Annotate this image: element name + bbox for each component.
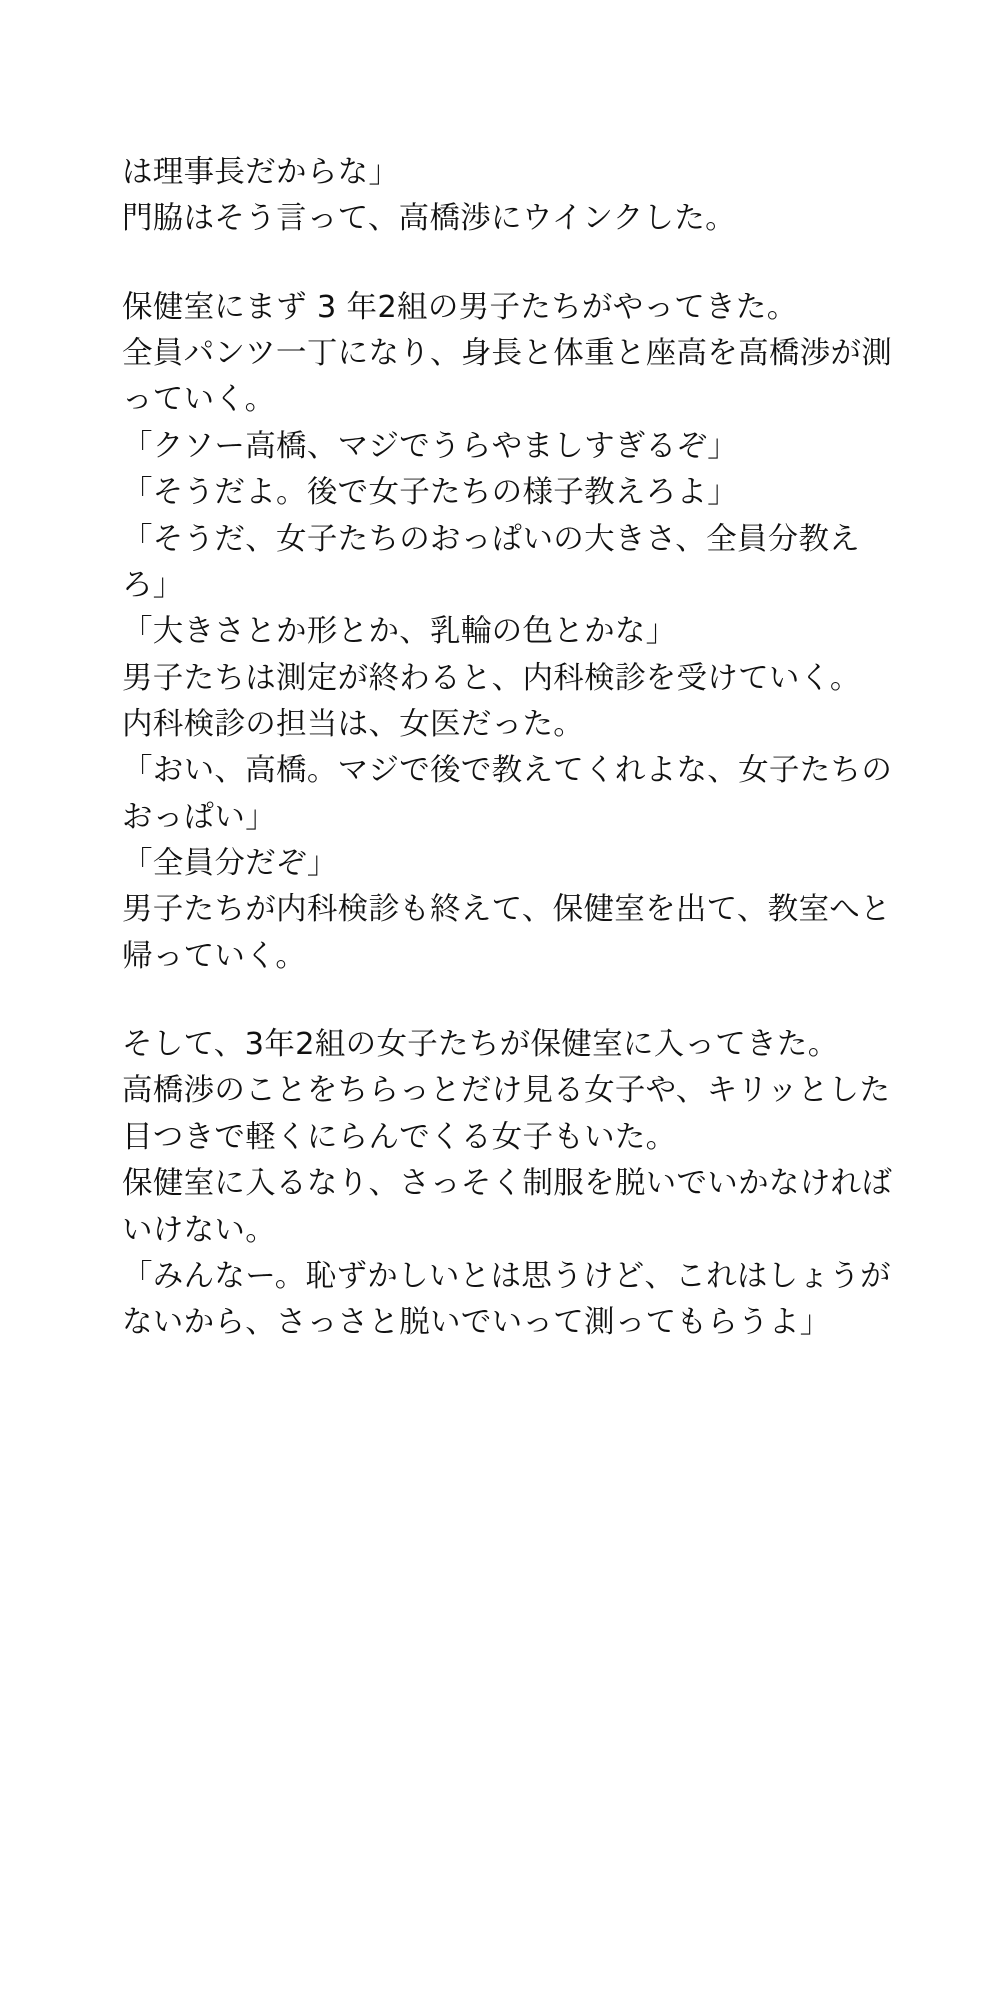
text-line: は理事長だからな」: [122, 155, 400, 190]
text-line: そして、3年2組の女子たちが保健室に入ってきた。: [122, 1027, 839, 1063]
text-line: 全員パンツ一丁になり、身長と体重と座高を高橋渉が測っていく。: [122, 336, 893, 418]
text-line: 保健室にまず 3 年2組の男子たちがやってきた。: [122, 289, 798, 325]
text-line: 「全員分だぞ」: [122, 846, 338, 882]
text-line: 男子たちは測定が終わると、内科検診を受けていく。: [122, 660, 861, 696]
document-body: [122, 150, 895, 1347]
paragraph-block-3: [122, 1022, 895, 1347]
paragraph-block-2: [122, 285, 895, 980]
text-line: 門脇はそう言って、高橋渉にウインクした。: [122, 201, 736, 237]
text-line: 「みんなー。恥ずかしいとは思うけど、これはしょうがないから、さっさと脱いでいって測ってもらうよ」: [122, 1258, 891, 1341]
text-line: 「そうだよ。後で女子たちの様子教えろよ」: [122, 475, 739, 511]
text-line: 保健室に入るなり、さっそく制服を脱いでいかなければいけない。: [122, 1166, 893, 1248]
paragraph-spacer: [122, 243, 895, 285]
text-line: 「大きさとか形とか、乳輪の色とかな」: [122, 614, 677, 650]
text-line: 男子たちが内科検診も終えて、保健室を出て、教室へと帰っていく。: [122, 892, 891, 974]
paragraph-block-1: [122, 150, 895, 243]
text-line: 「おい、高橋。マジで後で教えてくれよな、女子たちのおっぱい」: [122, 753, 893, 835]
text-line: 内科検診の担当は、女医だった。: [122, 706, 585, 742]
text-line: 「そうだ、女子たちのおっぱいの大きさ、全員分教えろ」: [122, 521, 861, 603]
text-line: 「クソー高橋、マジでうらやましすぎるぞ」: [122, 428, 739, 464]
text-line: 高橋渉のことをちらっとだけ見る女子や、キリッとした目つきで軽くにらんでくる女子もいた。: [122, 1073, 891, 1155]
paragraph-spacer: [122, 980, 895, 1022]
